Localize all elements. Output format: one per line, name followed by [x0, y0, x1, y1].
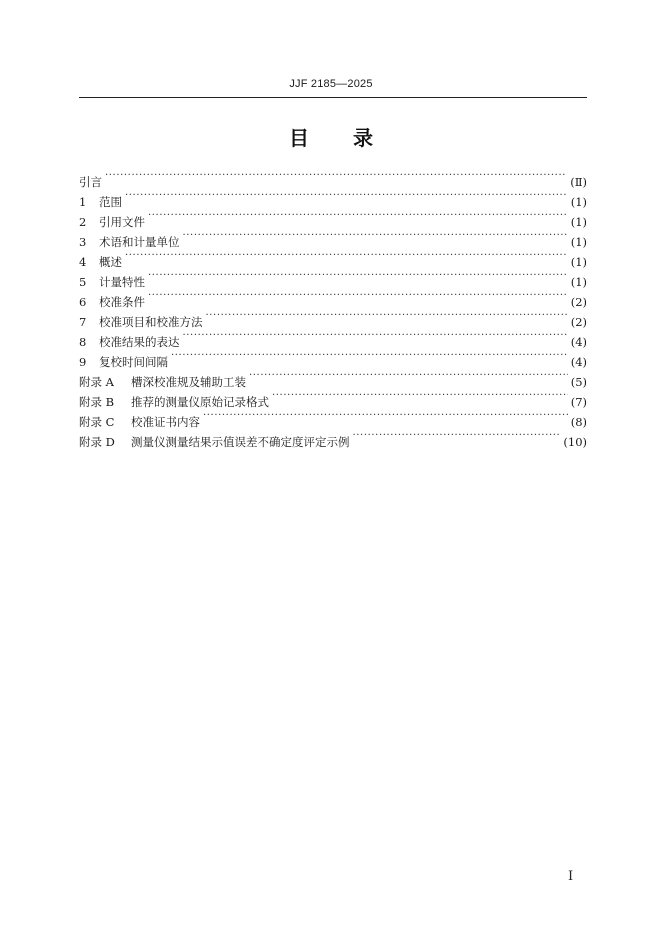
toc-entry-number: 2 — [79, 215, 87, 229]
toc-entry-1[interactable] — [79, 186, 587, 209]
toc-entry-label: 校准项目和校准方法 — [99, 315, 203, 329]
toc-entry-label: 测量仪测量结果示值误差不确定度评定示例 — [131, 435, 350, 449]
toc-dot-leader — [148, 266, 568, 286]
toc-entry-5[interactable] — [79, 266, 587, 289]
toc-entry-label: 推荐的测量仪原始记录格式 — [131, 395, 269, 409]
toc-dot-leader — [272, 386, 568, 406]
toc-entry-introduction[interactable] — [79, 166, 587, 189]
toc-entry-page: (4) — [570, 335, 587, 349]
toc-dot-leader — [171, 346, 568, 366]
toc-dot-leader — [206, 306, 568, 326]
toc-entry-page: (7) — [570, 395, 587, 409]
toc-entry-page: (1) — [570, 215, 587, 229]
toc-entry-label: 槽深校准规及辅助工装 — [131, 375, 246, 389]
header-rule — [79, 97, 587, 98]
toc-entry-number: 1 — [79, 195, 87, 209]
toc-entry-label: 复校时间间隔 — [99, 355, 168, 369]
toc-entry-number: 附录 A — [79, 375, 114, 389]
toc-dot-leader — [203, 406, 568, 426]
toc-entry-page: (1) — [570, 255, 587, 269]
toc-entry-number: 附录 B — [79, 395, 115, 409]
toc-entry-page: (1) — [570, 275, 587, 289]
toc-entry-number: 8 — [79, 335, 87, 349]
toc-entry-label: 计量特性 — [99, 275, 145, 289]
toc-entry-label: 校准证书内容 — [131, 415, 200, 429]
toc-entry-4[interactable] — [79, 246, 587, 269]
toc-entry-page: (5) — [570, 375, 587, 389]
toc-entry-number: 附录 D — [79, 435, 115, 449]
document-code: JJF 2185—2025 — [289, 78, 373, 90]
toc-entry-page: (4) — [570, 355, 587, 369]
toc-entry-label: 术语和计量单位 — [99, 235, 180, 249]
toc-entry-number: 4 — [79, 255, 87, 269]
toc-entry-number: 7 — [79, 315, 87, 329]
toc-entry-label: 概述 — [99, 255, 122, 269]
toc-entry-number: 附录 C — [79, 415, 115, 429]
toc-entry-6[interactable] — [79, 286, 587, 309]
toc-dot-leader — [125, 246, 568, 266]
toc-entry-page: (1) — [570, 195, 587, 209]
toc-entry-page: (Ⅱ) — [570, 175, 587, 189]
toc-entry-label: 范围 — [99, 195, 122, 209]
toc-entry-page: (2) — [570, 295, 587, 309]
toc-entry-7[interactable] — [79, 306, 587, 329]
toc-entry-number: 9 — [79, 355, 87, 369]
toc-dot-leader — [105, 166, 567, 186]
toc-entry-3[interactable] — [79, 226, 587, 249]
toc-title-char-2: 录 — [353, 126, 373, 150]
toc-entry-page: (1) — [570, 235, 587, 249]
toc-dot-leader — [249, 366, 568, 386]
toc-dot-leader — [125, 186, 568, 206]
toc-entry-page: (10) — [563, 435, 587, 449]
toc-entry-page: (2) — [570, 315, 587, 329]
toc-title-char-1: 目 — [289, 126, 309, 150]
toc-dot-leader — [183, 326, 568, 346]
toc-entry-2[interactable] — [79, 206, 587, 229]
toc-entry-label: 校准条件 — [99, 295, 145, 309]
page-number: I — [568, 869, 574, 884]
toc-title — [0, 122, 662, 151]
toc-entry-number: 6 — [79, 295, 87, 309]
table-of-contents — [79, 166, 587, 449]
toc-dot-leader — [183, 226, 568, 246]
toc-entry-number: 3 — [79, 235, 87, 249]
toc-entry-page: (8) — [570, 415, 587, 429]
toc-dot-leader — [148, 206, 568, 226]
toc-dot-leader — [148, 286, 568, 306]
toc-entry-label: 引用文件 — [99, 215, 145, 229]
toc-entry-label: 校准结果的表达 — [99, 335, 180, 349]
toc-entry-number: 5 — [79, 275, 87, 289]
toc-dot-leader — [353, 426, 561, 446]
toc-entry-label: 引言 — [79, 175, 102, 189]
